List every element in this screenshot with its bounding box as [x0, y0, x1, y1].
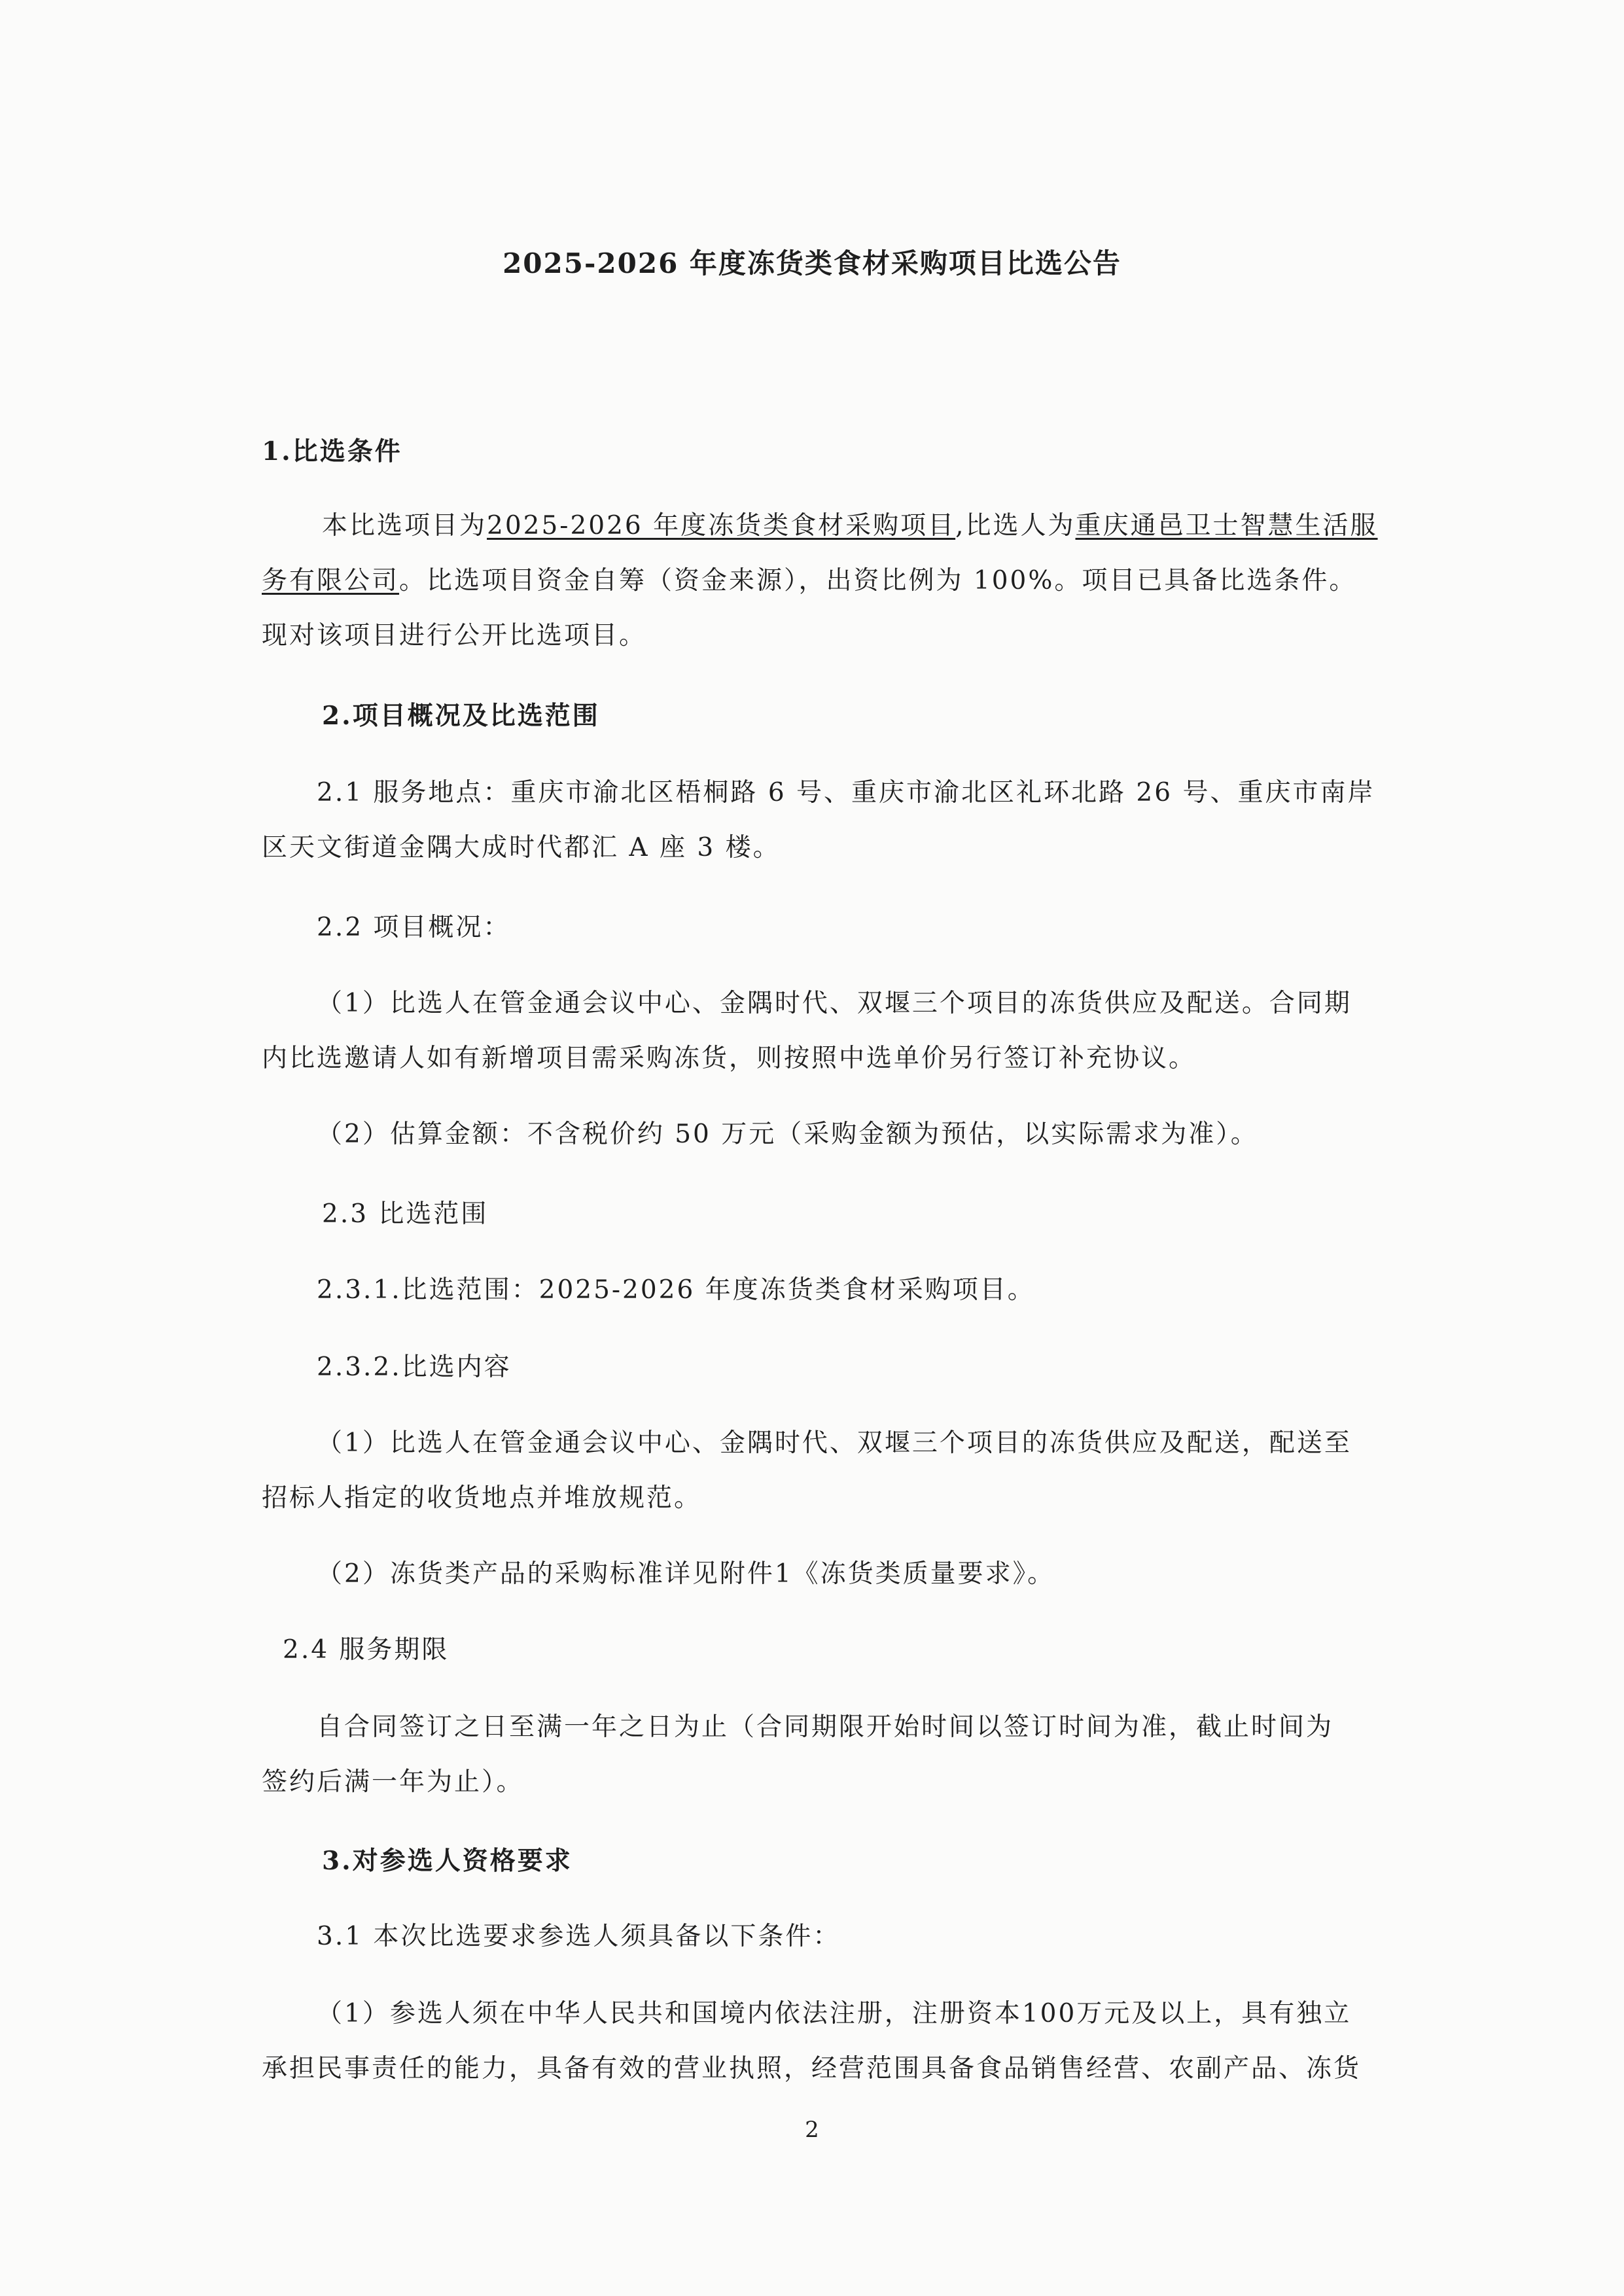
section-1-paragraph-line-2 — [262, 564, 1356, 598]
service-period-line-1: 自合同签订之日至满一年之日为止（合同期限开始时间以签订时间为准，截止时间为 — [317, 1712, 1334, 1742]
text-fragment: ,比选人为 — [955, 511, 1076, 540]
section-1-paragraph-line-3: 现对该项目进行公开比选项目。 — [262, 621, 647, 650]
page-title: 2025-2026 年度冻货类食材采购项目比选公告 — [503, 247, 1121, 279]
section-2-heading: 2.项目概况及比选范围 — [322, 701, 600, 731]
service-period-line-2: 签约后满一年为止）。 — [262, 1767, 524, 1797]
scope-content-1-line-2: 招标人指定的收货地点并堆放规范。 — [262, 1483, 702, 1513]
section-1-paragraph-line-1 — [322, 509, 1378, 543]
company-name-underlined: 务有限公司 — [262, 566, 400, 595]
overview-item-1-line-2: 内比选邀请人如有新增项目需采购冻货，则按照中选单价另行签订补充协议。 — [262, 1044, 1197, 1073]
page-number: 2 — [805, 2117, 819, 2143]
text-fragment: 。比选项目资金自筹（资金来源），出资比例为 100%。项目已具备比选条件。 — [399, 566, 1357, 595]
scope-item-2-3-1: 2.3.1.比选范围：2025-2026 年度冻货类食材采购项目。 — [317, 1275, 1035, 1305]
section-1-heading: 1.比选条件 — [262, 436, 402, 467]
qualification-intro: 3.1 本次比选要求参选人须具备以下条件： — [317, 1922, 841, 1951]
overview-item-2: （2）估算金额：不含税价约 50 万元（采购金额为预估，以实际需求为准）。 — [317, 1120, 1258, 1149]
scope-content-2: （2）冻货类产品的采购标准详见附件1《冻货类质量要求》。 — [317, 1559, 1055, 1589]
scope-item-2-3-2: 2.3.2.比选内容 — [317, 1352, 512, 1382]
section-3-heading: 3.对参选人资格要求 — [322, 1846, 573, 1876]
text-fragment: 本比选项目为 — [322, 511, 487, 540]
project-name-underlined: 2025-2026 年度冻货类食材采购项目 — [487, 511, 956, 540]
company-name-underlined: 重庆通邑卫士智慧生活服 — [1075, 511, 1378, 540]
service-period-heading: 2.4 服务期限 — [283, 1635, 450, 1665]
service-location-line-1: 2.1 服务地点：重庆市渝北区梧桐路 6 号、重庆市渝北区礼环北路 26 号、重庆市南岸 — [317, 778, 1375, 807]
project-overview-heading: 2.2 项目概况： — [317, 913, 511, 942]
service-location-line-2: 区天文街道金隅大成时代都汇 A 座 3 楼。 — [262, 833, 781, 862]
qualification-item-1-line-2: 承担民事责任的能力，具备有效的营业执照，经营范围具备食品销售经营、农副产品、冻货 — [262, 2054, 1362, 2083]
qualification-item-1-line-1: （1）参选人须在中华人民共和国境内依法注册，注册资本100万元及以上，具有独立 — [317, 1999, 1352, 2028]
overview-item-1-line-1: （1）比选人在管金通会议中心、金隅时代、双堰三个项目的冻货供应及配送。合同期 — [317, 989, 1352, 1018]
scope-heading: 2.3 比选范围 — [322, 1199, 489, 1229]
scope-content-1-line-1: （1）比选人在管金通会议中心、金隅时代、双堰三个项目的冻货供应及配送，配送至 — [317, 1428, 1352, 1458]
